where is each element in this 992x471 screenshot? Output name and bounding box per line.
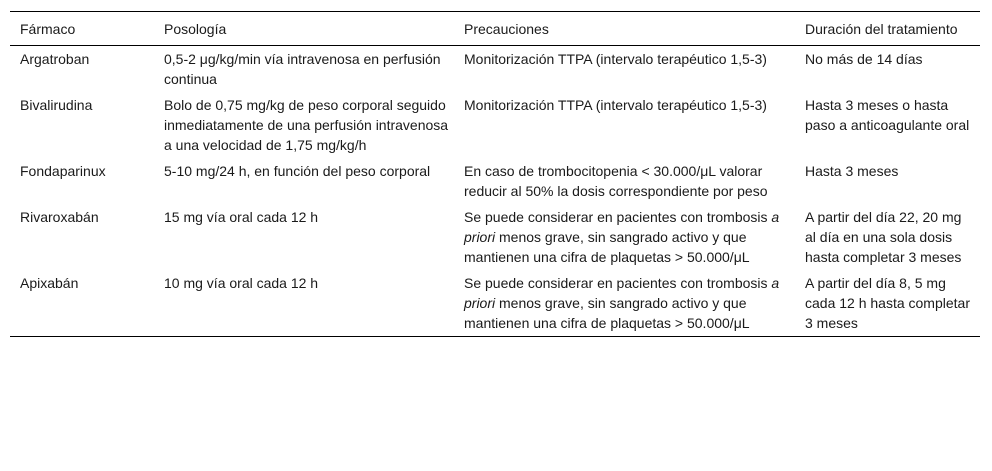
cell-precauciones xyxy=(464,92,805,158)
precauciones-italic: a priori xyxy=(464,275,780,311)
header-posologia: Posología xyxy=(164,21,227,37)
table-row xyxy=(10,46,980,93)
precauciones-text: Monitorización TTPA (intervalo terapéutico 1,5-3) xyxy=(464,97,767,113)
cell-duracion: No más de 14 días xyxy=(805,51,923,67)
precauciones-text: En caso de trombocitopenia < 30.000/μL valorar reducir al 50% la dosis correspondiente por peso xyxy=(464,163,768,199)
table-row xyxy=(10,204,980,270)
cell-posologia: Bolo de 0,75 mg/kg de peso corporal seguido inmediatamente de una perfusión intravenosa a una velocidad de 1,75 mg/kg/h xyxy=(164,97,449,153)
table-row xyxy=(10,270,980,337)
table-row xyxy=(10,158,980,204)
cell-duracion: A partir del día 8, 5 mg cada 12 h hasta completar 3 meses xyxy=(805,275,970,331)
precauciones-italic: a priori xyxy=(464,209,780,245)
cell-posologia: 5-10 mg/24 h, en función del peso corporal xyxy=(164,163,431,179)
dosing-table-container xyxy=(10,11,980,337)
header-precauciones: Precauciones xyxy=(464,21,549,37)
cell-posologia: 0,5-2 μg/kg/min vía intravenosa en perfusión continua xyxy=(164,51,441,87)
cell-duracion: Hasta 3 meses o hasta paso a anticoagulante oral xyxy=(805,97,970,133)
precauciones-text-end: menos grave, sin sangrado activo y que mantienen una cifra de plaquetas > 50.000/μL xyxy=(464,295,750,331)
precauciones-text-end: menos grave, sin sangrado activo y que mantienen una cifra de plaquetas > 50.000/μL xyxy=(464,229,750,265)
precauciones-text: Monitorización TTPA (intervalo terapéutico 1,5-3) xyxy=(464,51,767,67)
cell-posologia: 15 mg vía oral cada 12 h xyxy=(164,209,319,225)
cell-precauciones xyxy=(464,46,805,93)
header-duracion: Duración del tratamiento xyxy=(805,21,958,37)
cell-farmaco: Bivalirudina xyxy=(20,97,93,113)
cell-farmaco: Fondaparinux xyxy=(20,163,106,179)
precauciones-text: Se puede considerar en pacientes con trombosis xyxy=(464,209,772,225)
cell-precauciones xyxy=(464,204,805,270)
cell-precauciones xyxy=(464,158,805,204)
cell-farmaco: Argatroban xyxy=(20,51,90,67)
table-row xyxy=(10,92,980,158)
cell-duracion: Hasta 3 meses xyxy=(805,163,899,179)
cell-farmaco: Apixabán xyxy=(20,275,79,291)
cell-farmaco: Rivaroxabán xyxy=(20,209,99,225)
table-header-row xyxy=(10,12,980,46)
precauciones-text: Se puede considerar en pacientes con trombosis xyxy=(464,275,772,291)
dosing-table xyxy=(10,11,980,337)
cell-posologia: 10 mg vía oral cada 12 h xyxy=(164,275,319,291)
header-farmaco: Fármaco xyxy=(20,21,76,37)
cell-duracion: A partir del día 22, 20 mg al día en una sola dosis hasta completar 3 meses xyxy=(805,209,962,265)
cell-precauciones xyxy=(464,270,805,337)
